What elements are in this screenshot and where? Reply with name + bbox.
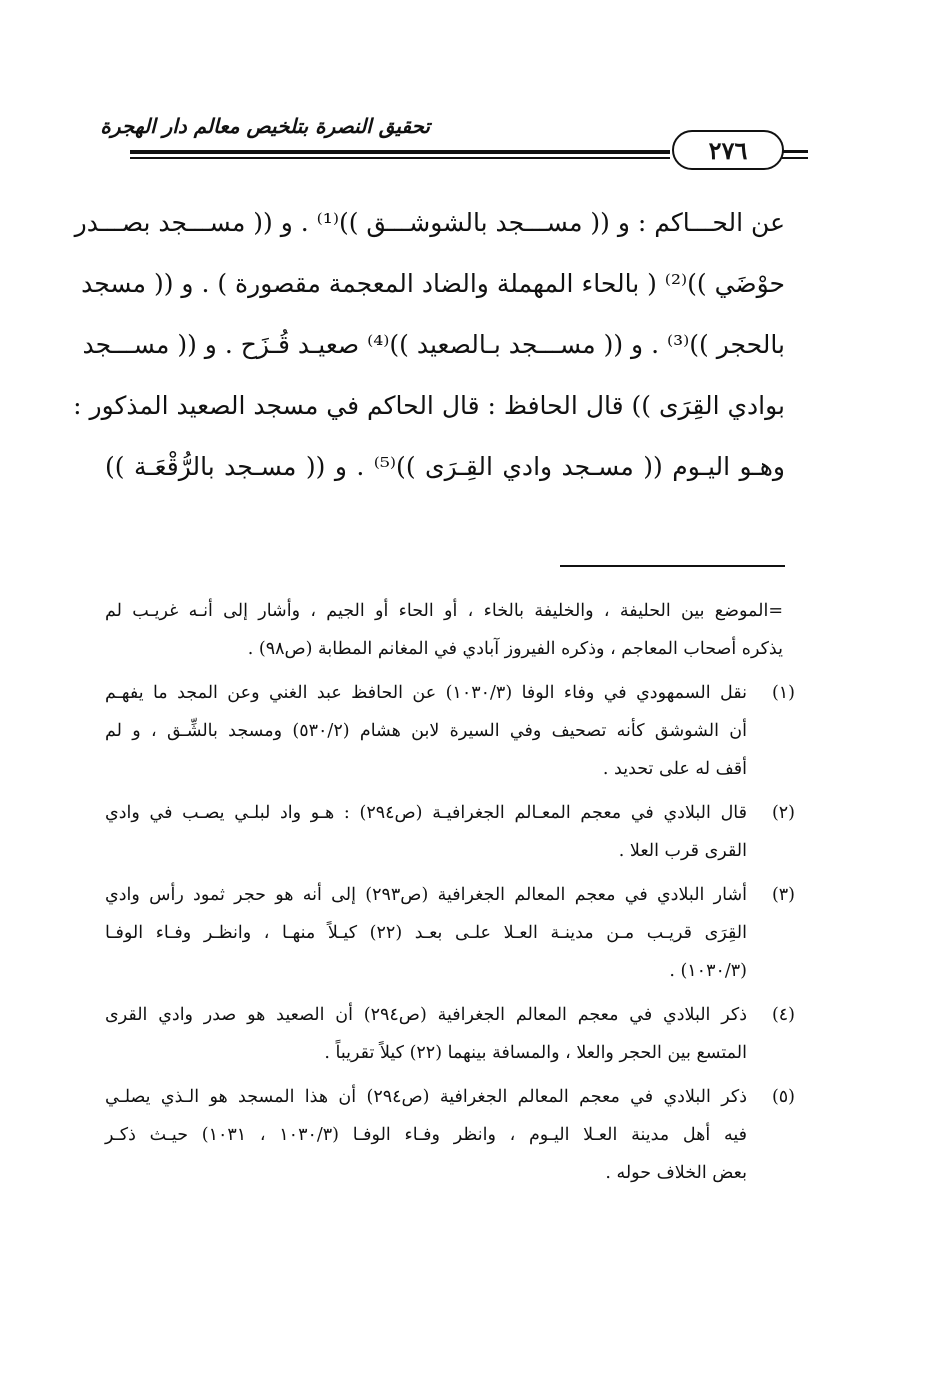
footnote-5	[105, 1078, 795, 1192]
footnote-3	[105, 876, 795, 990]
main-text-line: عن الحـــاكم : و (( مســـجد بالشوشـــق ))⁽¹⁾ . و (( مســـجد بصـــدر	[74, 208, 785, 237]
footnote-number: (٣)	[771, 885, 795, 905]
footnote-line: أقف له على تحديد .	[602, 759, 747, 779]
footnote-line: يذكره أصحاب المعاجم ، وذكره الفيروز آبادي في المغانم المطابة (ص٩٨) .	[247, 639, 783, 659]
main-text-line: بالحجر ))⁽³⁾ . و (( مســـجد بـالصعيد ))⁽⁴⁾ صعيـد قُـزَح . و (( مســـجد	[82, 330, 785, 359]
page-number: ٢٧٦	[672, 130, 784, 170]
footnote-line: =الموضع بين الحليفة ، والخليفة بالخاء ، أو الحاء أو الجيم ، وأشار إلى أنـه غريـب لم	[105, 601, 783, 621]
footnote-number: (٥)	[771, 1087, 795, 1107]
main-text-line: بوادي القِرَى )) قال الحافظ : قال الحاكم في مسجد الصعيد المذكور :	[73, 391, 785, 420]
footnote-4	[105, 996, 795, 1072]
header-rule-thin	[130, 157, 670, 159]
footnote-line: قال البلادي في معجم المعـالم الجغرافيـة (ص٢٩٤) : هـو واد لبلـي يصـب في وادي	[105, 803, 747, 823]
footnote-1	[105, 674, 795, 788]
footnote-line: المتسع بين الحجر والعلا ، والمسافة بينهما (٢٢) كيلاً تقريباً .	[324, 1043, 747, 1063]
footnote-line: القرى قرب العلا .	[618, 841, 747, 861]
footnote-line: نقل السمهودي في وفاء الوفا (١٠٣٠/٣) عن الحافظ عبد الغني وعن المجد ما يفهـم	[105, 683, 747, 703]
footnote-line: أن الشوشق كأنه تصحيف وفي السيرة لابن هشام (٥٣٠/٢) ومسجد بالشِّـق ، و لم	[105, 721, 747, 741]
main-text	[73, 192, 785, 497]
footnote-line: فيه أهل مدينة العـلا اليـوم ، وانظر وفـاء الوفـا (١٠٣٠/٣ ، ١٠٣١) حيـث ذكـر	[105, 1125, 747, 1145]
page-header	[100, 100, 800, 180]
footnote-number: (١)	[771, 683, 795, 703]
footnotes	[105, 592, 795, 1198]
header-rule-tail-thin	[782, 157, 808, 159]
footnote-line: القِرَى قريـب مـن مدينـة العـلا علـى بعـد (٢٢) كيـلاً منهـا ، وانظـر وفـاء الوفـا	[105, 923, 747, 943]
main-text-line: وهـو اليـوم (( مسـجد وادي القِـرَى ))⁽⁵⁾ . و (( مسـجد بالرُّقْعَـة ))	[105, 452, 785, 481]
footnote-line: بعض الخلاف حوله .	[605, 1163, 747, 1183]
footnote-line: ذكر البلادي في معجم المعالم الجغرافية (ص٢٩٤) أن الصعيد هو صدر وادي القرى	[105, 1005, 747, 1025]
footnote-number: (٤)	[771, 1005, 795, 1025]
running-title: تحقيق النصرة بتلخيص معالم دار الهجرة	[100, 114, 430, 138]
header-rule-thick	[130, 150, 670, 154]
footnote-2	[105, 794, 795, 870]
footnote-line: أشار البلادي في معجم المعالم الجغرافية (ص٢٩٣) إلى أنه هو حجر ثمود رأس وادي	[105, 885, 747, 905]
footnote-number: (٢)	[771, 803, 795, 823]
header-rule-tail	[782, 150, 808, 153]
footnote-separator	[560, 565, 785, 567]
footnote-line: (١٠٣٠/٣) .	[669, 961, 747, 981]
footnote-continuation	[105, 592, 795, 668]
main-text-line: حوْضَي ))⁽²⁾ ( بالحاء المهملة والضاد المعجمة مقصورة ) . و (( مسجد	[81, 269, 785, 298]
footnote-line: ذكر البلادي في معجم المعالم الجغرافية (ص٢٩٤) أن هذا المسجد هو الـذي يصلـي	[105, 1087, 747, 1107]
